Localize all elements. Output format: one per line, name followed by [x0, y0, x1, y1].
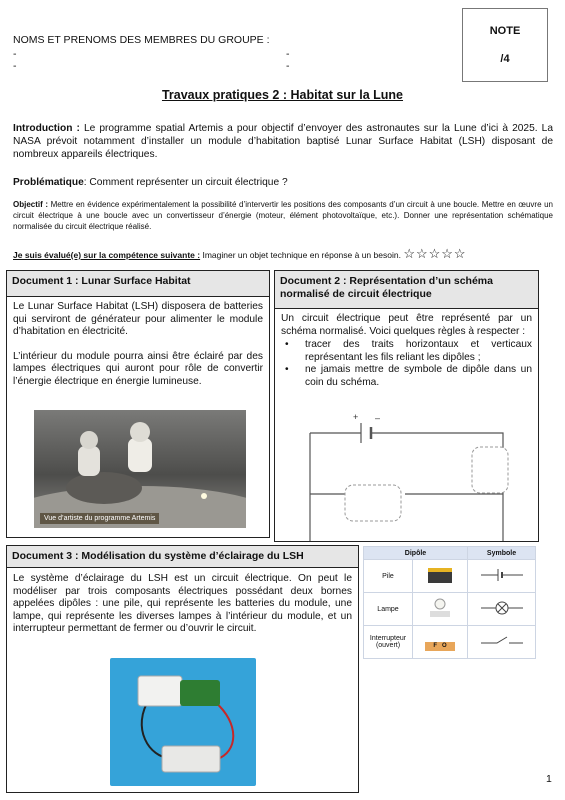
battery-symbol: [468, 560, 536, 593]
rating-stars[interactable]: ☆☆☆☆☆: [403, 246, 467, 261]
circuit-photo: [110, 658, 256, 786]
objective-text: Mettre en évidence expérimentalement la possibilité d’intervertir les positions des composants d’un circuit à une boucle. Mettre en œuvre un circuit électrique à une boucle avec un convertisseur d’énergie (moteur, élément photovoltaïque, etc.). Donner une représentation schématique normalisée du circuit électrique réalisé.: [13, 200, 553, 231]
note-score: /4: [500, 53, 510, 65]
doc3-text: Le système d’éclairage du LSH est un circuit électrique. On peut le modéliser par trois composants électriques possédant deux bornes appelées dipôles : une pile, qui représente les batteries du module, une lampe, qui représente les diverses lampes à l’intérieur du module, et un interrupteur permettant de fermer ou d’ouvrir le circuit.: [13, 573, 352, 635]
rule-1: tracer des traits horizontaux et verticaux représentant les fils reliant les dipôles ;: [305, 339, 532, 363]
competence: [13, 246, 467, 262]
name-line-1-end: -: [286, 48, 290, 60]
intro-text: Le programme spatial Artemis a pour objectif d’envoyer des astronautes sur la Lune d’ici à 2025. La NASA prévoit notamment d’installer un module d’habitation baptisé Lunar Surface Habitat (LSH) disposant de nombreux appareils électriques.: [13, 123, 553, 160]
document-2: [274, 270, 539, 542]
minus-sign: –: [375, 413, 381, 423]
rule-item: • ne jamais mettre de symbole de dipôle dans un coin du schéma.: [285, 364, 532, 388]
header-symbole: Symbole: [468, 547, 536, 560]
page-title: Travaux pratiques 2 : Habitat sur la Lune: [161, 88, 404, 102]
objective-label: Objectif :: [13, 200, 49, 209]
intro-label: Introduction :: [13, 123, 80, 134]
rule-2: ne jamais mettre de symbole de dipôle dans un coin du schéma.: [305, 364, 532, 388]
switch-letter-o: O: [442, 642, 447, 649]
table-row: [364, 593, 536, 626]
rule-item: • tracer des traits horizontaux et verticaux représentant les fils reliant les dipôles ;: [285, 339, 532, 363]
competence-label: Je suis évalué(e) sur la compétence suivante :: [13, 250, 201, 260]
doc1-paragraph-2: L’intérieur du module pourra ainsi être éclairé par des lampes électriques qui auront pour rôle de convertir l’énergie électrique en énergie lumineuse.: [13, 350, 263, 387]
plus-sign: +: [353, 412, 359, 422]
problematique: [13, 176, 553, 189]
battery-image: [413, 560, 468, 593]
doc2-title: Document 2 : Représentation d’un schéma normalisé de circuit électrique: [275, 271, 538, 309]
doc1-paragraph-1: Le Lunar Surface Habitat (LSH) disposera de batteries qui serviront de générateur pour alimenter le module d’habitation en électricité.: [13, 301, 263, 338]
group-names-label: NOMS ET PRENOMS DES MEMBRES DU GROUPE :: [13, 34, 270, 46]
doc3-title: Document 3 : Modélisation du système d’éclairage du LSH: [7, 546, 358, 568]
introduction: [13, 122, 553, 161]
page-number: 1: [546, 773, 552, 785]
document-1: [6, 270, 270, 538]
switch-symbol: [468, 626, 536, 659]
lamp-image: [413, 593, 468, 626]
row-label-pile: Pile: [364, 560, 413, 593]
circuit-schematic: [275, 411, 537, 541]
image-caption: Vue d’artiste du programme Artemis: [40, 513, 159, 524]
dipole-table: [363, 546, 536, 659]
name-line-1-start: -: [13, 48, 17, 60]
objective: [13, 199, 553, 232]
row-label-interrupteur: Interrupteur (ouvert): [364, 626, 413, 659]
switch-letter-f: F: [433, 642, 437, 649]
doc1-title: Document 1 : Lunar Surface Habitat: [7, 271, 269, 297]
note-label: NOTE: [489, 25, 521, 37]
lamp-symbol: [468, 593, 536, 626]
table-row: [364, 560, 536, 593]
header-dipole: Dipôle: [364, 547, 468, 560]
problem-label: Problématique: [13, 177, 84, 188]
problem-text: : Comment représenter un circuit électrique ?: [83, 177, 288, 188]
row-label-lampe: Lampe: [364, 593, 413, 626]
circuit-kit-illustration: [110, 658, 256, 786]
name-line-2-start: -: [13, 60, 17, 72]
note-box: [462, 8, 548, 82]
name-line-2-end: -: [286, 60, 290, 72]
artemis-image: [34, 410, 246, 528]
doc2-intro: Un circuit électrique peut être représenté par un schéma normalisé. Voici quelques règles à respecter :: [281, 313, 532, 337]
switch-image: [413, 626, 468, 659]
document-3: [6, 545, 359, 793]
table-row: [364, 626, 536, 659]
competence-text: Imaginer un objet technique en réponse à un besoin.: [200, 250, 401, 260]
astronaut-illustration: [34, 410, 246, 528]
